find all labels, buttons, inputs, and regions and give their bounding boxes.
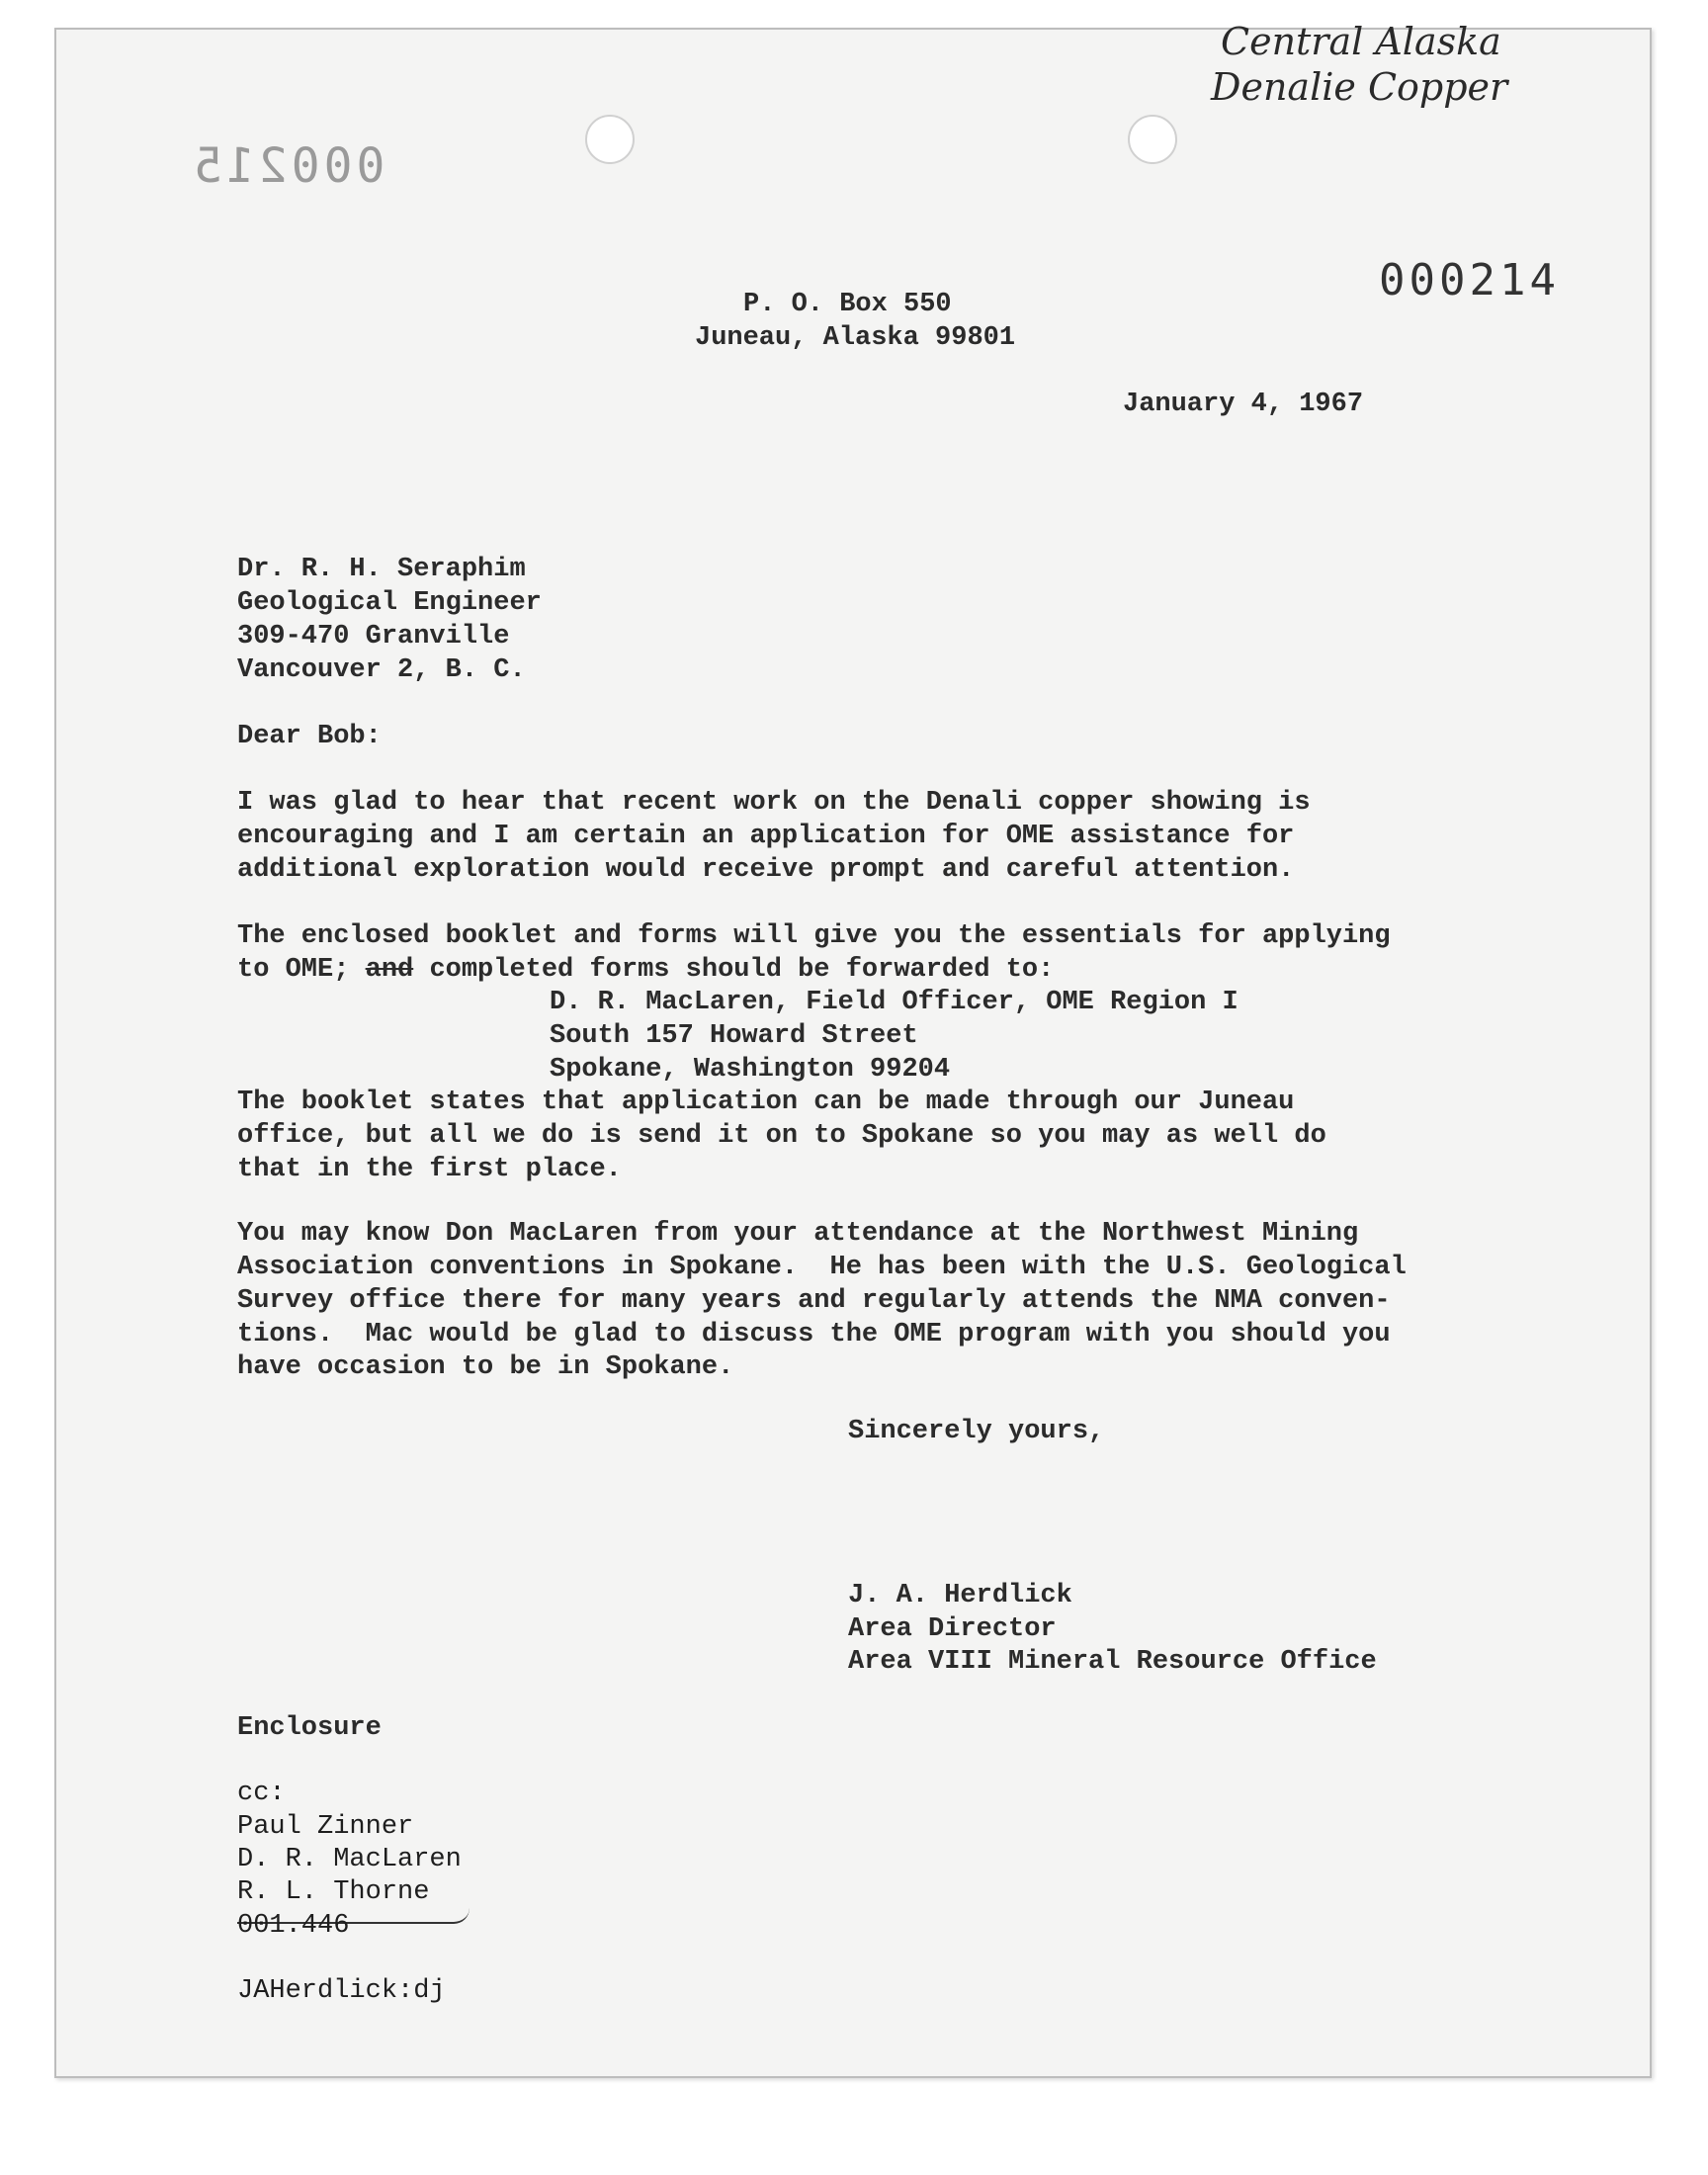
cc-label: cc:	[237, 1779, 286, 1808]
paragraph-line: additional exploration would receive prompt and careful attention.	[237, 855, 1295, 885]
signer-name: J. A. Herdlick	[848, 1581, 1072, 1610]
file-number: 001.446	[237, 1911, 350, 1941]
paragraph-line: The booklet states that application can be made through our Juneau	[237, 1088, 1295, 1117]
paragraph-line: The enclosed booklet and forms will give you the essentials for applying	[237, 921, 1391, 951]
forward-address-line: D. R. MacLaren, Field Officer, OME Region I	[550, 988, 1238, 1017]
letterhead-address-line1: P. O. Box 550	[743, 290, 952, 319]
letter-date: January 4, 1967	[1123, 390, 1364, 419]
signer-office: Area VIII Mineral Resource Office	[848, 1647, 1377, 1677]
paragraph-line: tions. Mac would be glad to discuss the OME program with you should you	[237, 1320, 1391, 1349]
handwritten-note-line1: Central Alaska	[1221, 20, 1501, 63]
letterhead-address-line2: Juneau, Alaska 99801	[695, 323, 1016, 353]
punch-hole-left	[585, 115, 635, 164]
paragraph-line: I was glad to hear that recent work on the Denali copper showing is	[237, 788, 1311, 818]
signer-title: Area Director	[848, 1614, 1057, 1644]
paragraph-line: have occasion to be in Spokane.	[237, 1352, 734, 1382]
punch-hole-right	[1128, 115, 1177, 164]
cc-name: D. R. MacLaren	[237, 1845, 462, 1874]
paragraph-line: You may know Don MacLaren from your attendance at the Northwest Mining	[237, 1219, 1359, 1249]
paragraph-line: Association conventions in Spokane. He has been with the U.S. Geological	[237, 1253, 1407, 1282]
page-number-stamp: 000214	[1379, 255, 1560, 305]
paragraph-line	[237, 954, 1054, 988]
paragraph-line: Survey office there for many years and regularly attends the NMA conven-	[237, 1286, 1391, 1316]
bleed-through-stamp: 000215	[190, 138, 385, 194]
forward-address-line: South 157 Howard Street	[550, 1021, 918, 1051]
salutation: Dear Bob:	[237, 722, 382, 751]
recipient-name: Dr. R. H. Seraphim	[237, 555, 526, 584]
closing: Sincerely yours,	[848, 1417, 1105, 1446]
text-segment: completed forms should be forwarded to:	[429, 955, 1055, 985]
struck-word: and	[365, 955, 414, 985]
paragraph-line: office, but all we do is send it on to Spokane so you may as well do	[237, 1121, 1326, 1151]
paragraph-line: that in the first place.	[237, 1155, 622, 1184]
enclosure-note: Enclosure	[237, 1713, 382, 1743]
cc-name: Paul Zinner	[237, 1812, 414, 1842]
cc-name: R. L. Thorne	[237, 1877, 430, 1907]
forward-address-line: Spokane, Washington 99204	[550, 1055, 951, 1085]
paragraph-line: encouraging and I am certain an application for OME assistance for	[237, 822, 1295, 851]
recipient-street: 309-470 Granville	[237, 622, 510, 652]
typist-initials: JAHerdlick:dj	[237, 1976, 446, 2006]
recipient-city: Vancouver 2, B. C.	[237, 655, 526, 685]
handwritten-note-line2: Denalie Copper	[1211, 65, 1508, 109]
text-segment: to OME;	[237, 955, 350, 985]
recipient-title: Geological Engineer	[237, 588, 542, 618]
